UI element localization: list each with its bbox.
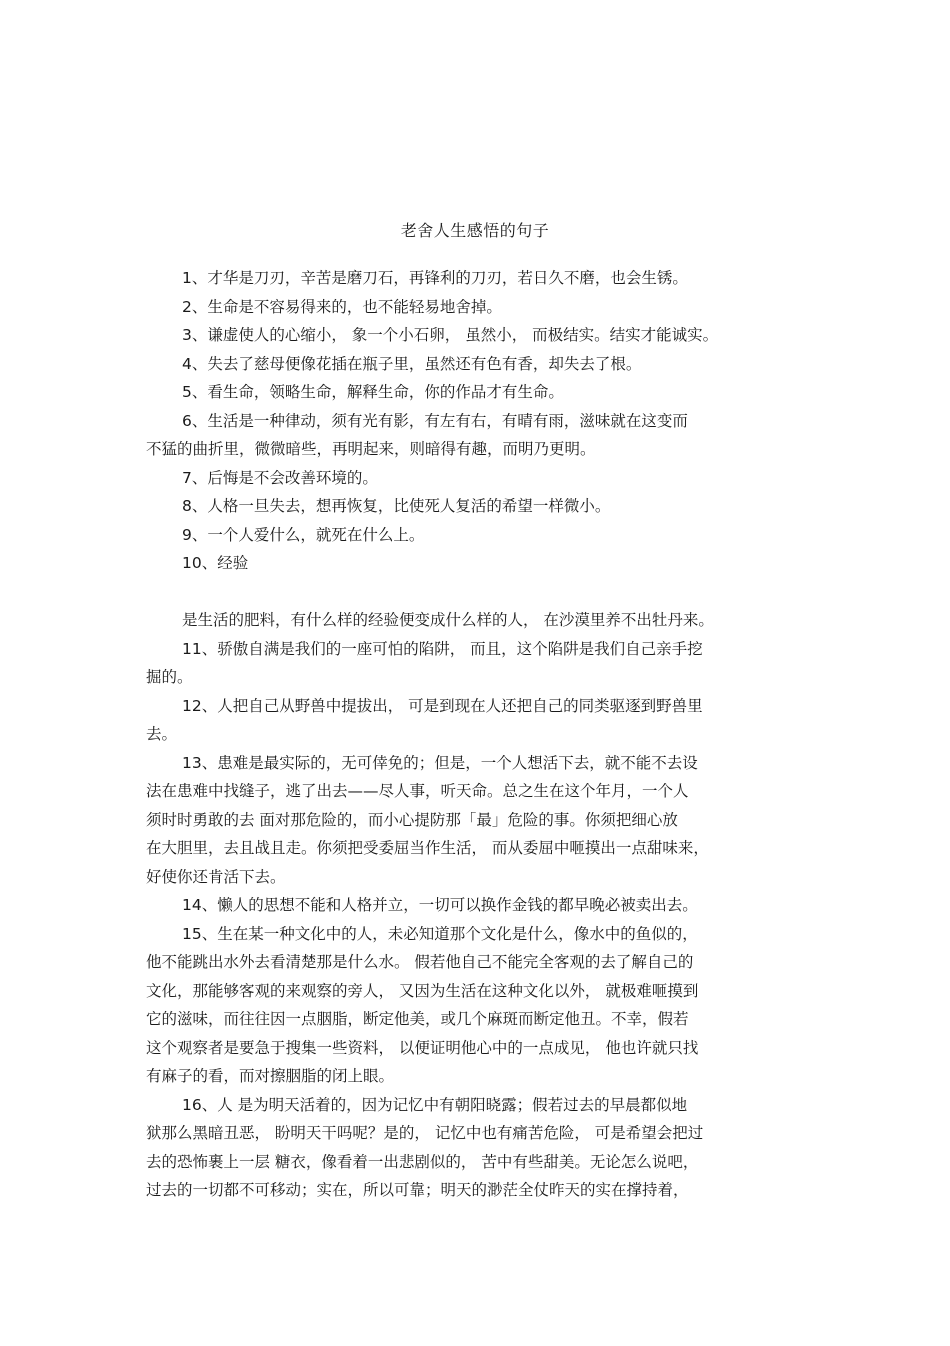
text-line: 8、人格一旦失去，想再恢复，比使死人复活的希望一样微小。: [182, 497, 611, 515]
text-line: 它的滋味，而往往因一点胭脂，断定他美，或几个麻斑而断定他丑。不幸，假若: [146, 1010, 689, 1028]
text-line: 6、生活是一种律动，须有光有影，有左有右，有晴有雨，滋味就在这变而: [182, 411, 688, 430]
text-line: 这个观察者是要急于搜集一些资料， 以便证明他心中的一点成见， 他也许就只找: [146, 1038, 699, 1057]
text-line: 3、谦虚使人的心缩小， 象一个小石卵， 虽然小， 而极结实。结实才能诚实。: [182, 326, 719, 344]
text-line: 4、失去了慈母便像花插在瓶子里，虽然还有色有香，却失去了根。: [182, 354, 642, 373]
text-line: 13、患难是最实际的，无可倖免的；但是，一个人想活下去，就不能不去设: [182, 753, 698, 772]
text-line: 须时时勇敢的去 面对那危险的，而小心提防那「最」危险的事。你须把细心放: [146, 810, 678, 829]
text-line: 在大胆里，去且战且走。你须把受委屈当作生活， 而从委屈中咂摸出一点甜味来，: [146, 839, 709, 857]
text-line: 15、生在某一种文化中的人，未必知道那个文化是什么，像水中的鱼似的，: [182, 924, 698, 943]
document-body: [146, 264, 806, 1205]
text-line: 16、人 是为明天活着的，因为记忆中有朝阳晓露；假若过去的早晨都似地: [182, 1095, 688, 1114]
text-line: 他不能跳出水外去看清楚那是什么水。 假若他自己不能完全客观的去了解自己的: [146, 953, 694, 971]
text-line: 不猛的曲折里，微微暗些，再明起来，则暗得有趣，而明乃更明。: [146, 440, 596, 458]
text-line: 9、一个人爱什么，就死在什么上。: [182, 525, 425, 544]
text-line: 狱那么黑暗丑恶， 盼明天干吗呢？是的， 记忆中也有痛苦危险， 可是希望会把过: [146, 1124, 704, 1142]
text-line: 掘的。: [146, 668, 193, 686]
text-line: 过去的一切都不可移动；实在，所以可靠；明天的渺茫全仗昨天的实在撑持着，: [146, 1181, 689, 1199]
document-title: 老舍人生感悟的句子: [400, 221, 550, 240]
blank-line: [146, 578, 806, 607]
text-line: 7、后悔是不会改善环境的。: [182, 468, 378, 487]
text-line: 10、经验: [182, 554, 249, 572]
text-line: 5、看生命，领略生命，解释生命，你的作品才有生命。: [182, 383, 564, 401]
text-line: 文化，那能够客观的来观察的旁人， 又因为生活在这种文化以外， 就极难咂摸到: [146, 981, 699, 1000]
text-line: 有麻子的看，而对擦胭脂的闭上眼。: [146, 1067, 395, 1085]
text-line: 法在患难中找缝子，逃了出去——尽人事，听天命。总之生在这个年月，一个人: [146, 782, 689, 800]
text-line: 14、懒人的思想不能和人格并立，一切可以换作金钱的都早晚必被卖出去。: [182, 896, 698, 914]
text-line: 2、生命是不容易得来的，也不能轻易地舍掉。: [182, 297, 502, 316]
text-line: 去的恐怖裹上一层 糖衣，像看着一出悲剧似的， 苦中有些甜美。无论怎么说吧，: [146, 1152, 699, 1171]
text-line: 是生活的肥料，有什么样的经验便变成什么样的人， 在沙漠里养不出牡丹来。: [182, 611, 714, 629]
text-line: 11、骄傲自满是我们的一座可怕的陷阱， 而且，这个陷阱是我们自己亲手挖: [182, 639, 703, 658]
text-line: 去。: [146, 725, 178, 743]
text-line: 1、才华是刀刃，辛苦是磨刀石，再锋利的刀刃，若日久不磨，也会生锈。: [182, 269, 688, 287]
text-line: 12、人把自己从野兽中提拔出， 可是到现在人还把自己的同类驱逐到野兽里: [182, 696, 703, 715]
text-line: 好使你还肯活下去。: [146, 867, 286, 886]
